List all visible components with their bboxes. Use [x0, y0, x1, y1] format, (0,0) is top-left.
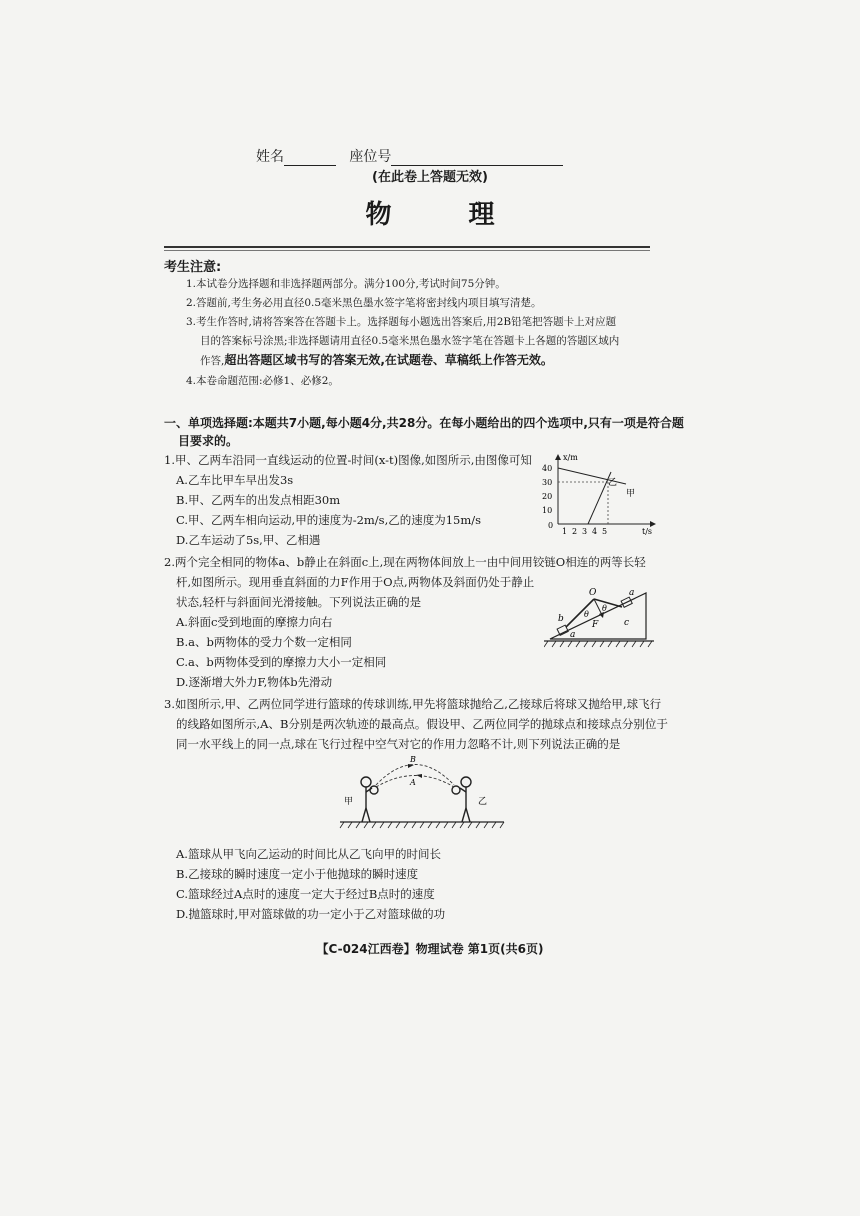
- notice-item: 4.本卷命题范围:必修1、必修2。: [186, 375, 339, 387]
- notice-item: 1.本试卷分选择题和非选择题两部分。满分100分,考试时间75分钟。: [186, 278, 506, 290]
- rod-right: [594, 599, 622, 607]
- ground-hatch: [544, 641, 652, 647]
- ball-yi: [452, 786, 460, 794]
- series-label-jia: 甲: [626, 489, 636, 499]
- option-a: A.斜面c受到地面的摩擦力向右: [176, 615, 333, 629]
- option-b: B.甲、乙两车的出发点相距30m: [176, 493, 341, 507]
- x-tick: 3: [582, 527, 588, 536]
- label-b: B: [410, 755, 416, 764]
- ground-hatch: [340, 822, 504, 828]
- notice-item: 目的答案标号涂黑;非选择题请用直径0.5毫米黑色墨水签字笔在答题卡上各题的答题区域内: [200, 335, 620, 347]
- basketball-figure: [338, 752, 508, 834]
- name-field[interactable]: [284, 149, 336, 166]
- x-tick: 2: [572, 527, 578, 536]
- question-stem: 2.两个完全相同的物体a、b静止在斜面c上,现在两物体间放上一由中间用铰链O相连的两等长轻: [164, 555, 646, 569]
- section-heading: 一、单项选择题:本题共7小题,每小题4分,共28分。在每小题给出的四个选项中,只有一项是符合题: [164, 416, 684, 430]
- question-stem: 状态,轻杆与斜面间光滑接触。下列说法正确的是: [176, 595, 422, 609]
- arrow-a: [416, 774, 422, 778]
- label-c: c: [624, 618, 630, 628]
- option-d: D.乙车运动了5s,甲、乙相遇: [176, 533, 321, 547]
- notice-heading: 考生注意:: [164, 260, 222, 275]
- option-c: C.甲、乙两车相向运动,甲的速度为-2m/s,乙的速度为15m/s: [176, 513, 482, 527]
- question-stem: 杆,如图所示。现用垂直斜面的力F作用于O点,两物体及斜面仍处于静止: [176, 575, 535, 589]
- question-stem: 的线路如图所示,A、B分别是两次轨迹的最高点。假设甲、乙两位同学的抛球点和接球点分别位于: [176, 717, 668, 731]
- label-a: A: [410, 778, 416, 787]
- xt-graph: [538, 452, 658, 542]
- candidate-info: [256, 146, 563, 166]
- ball-jia: [370, 786, 378, 794]
- y-tick: 30: [542, 478, 553, 487]
- y-tick: 40: [542, 464, 553, 473]
- option-c: C.篮球经过A点时的速度一定大于经过B点时的速度: [176, 887, 435, 901]
- seat-label: 座位号: [349, 149, 392, 165]
- person-jia: [361, 777, 372, 822]
- label-a-top: a: [629, 588, 635, 598]
- page-footer: 【C-024江西卷】物理试卷 第1页(共6页): [316, 942, 544, 956]
- x-tick: 1: [562, 527, 568, 536]
- question-stem: 1.甲、乙两车沿同一直线运动的位置-时间(x-t)图像,如图所示,由图像可知: [164, 453, 532, 467]
- option-a: A.乙车比甲车早出发3s: [176, 473, 294, 487]
- y-tick: 20: [542, 492, 553, 501]
- label-o: O: [589, 588, 597, 598]
- x-tick: 4: [592, 527, 598, 536]
- label-jia: 甲: [344, 797, 354, 807]
- option-a: A.篮球从甲飞向乙运动的时间比从乙飞向甲的时间长: [176, 847, 441, 861]
- question-stem: 3.如图所示,甲、乙两位同学进行篮球的传球训练,甲先将篮球抛给乙,乙接球后将球又抛给甲,球飞行: [164, 697, 662, 711]
- label-theta: θ: [584, 610, 589, 619]
- option-d: D.抛篮球时,甲对篮球做的功一定小于乙对篮球做的功: [176, 907, 446, 921]
- notice-item: 3.考生作答时,请将答案答在答题卡上。选择题每小题选出答案后,用2B铅笔把答题卡上对应题: [186, 316, 617, 328]
- option-c: C.a、b两物体受到的摩擦力大小一定相同: [176, 655, 387, 669]
- notice-emphasis: 超出答题区域书写的答案无效,在试题卷、草稿纸上作答无效。: [224, 353, 553, 367]
- notice-item: 2.答题前,考生务必用直径0.5毫米黑色墨水签字笔将密封线内项目填写清楚。: [186, 297, 542, 309]
- name-label: 姓名: [256, 149, 284, 165]
- notice-item: 作答,: [200, 355, 225, 367]
- label-b: b: [558, 614, 564, 624]
- incline-figure: [544, 585, 656, 653]
- notice-item-line: [200, 351, 553, 368]
- option-b: B.a、b两物体的受力个数一定相同: [176, 635, 352, 649]
- y-axis-arrow: [555, 454, 561, 460]
- x-axis-label: t/s: [642, 527, 653, 536]
- option-d: D.逐渐增大外力F,物体b先滑动: [176, 675, 333, 689]
- x-tick: 5: [602, 527, 608, 536]
- section-heading-cont: 目要求的。: [178, 434, 239, 448]
- option-b: B.乙接球的瞬时速度一定小于他抛球的瞬时速度: [176, 867, 419, 881]
- series-label-yi: 乙: [608, 478, 618, 488]
- question-stem: 同一水平线上的同一点,球在飞行过程中空气对它的作用力忽略不计,则下列说法正确的是: [176, 737, 621, 751]
- label-f: F: [592, 620, 599, 630]
- page-title: 物 理: [365, 200, 529, 230]
- y-tick: 10: [542, 506, 553, 515]
- y-axis-label: x/m: [563, 453, 578, 462]
- person-yi: [460, 777, 471, 822]
- label-theta: θ: [602, 604, 607, 613]
- arrow-b: [408, 764, 414, 768]
- seat-field[interactable]: [391, 149, 563, 166]
- divider: [164, 246, 650, 248]
- y-tick: 0: [548, 521, 554, 530]
- label-a-low: a: [570, 630, 576, 640]
- rod-left: [566, 599, 594, 627]
- divider: [164, 250, 650, 251]
- void-note: (在此卷上答题无效): [372, 170, 488, 185]
- label-yi: 乙: [478, 797, 488, 807]
